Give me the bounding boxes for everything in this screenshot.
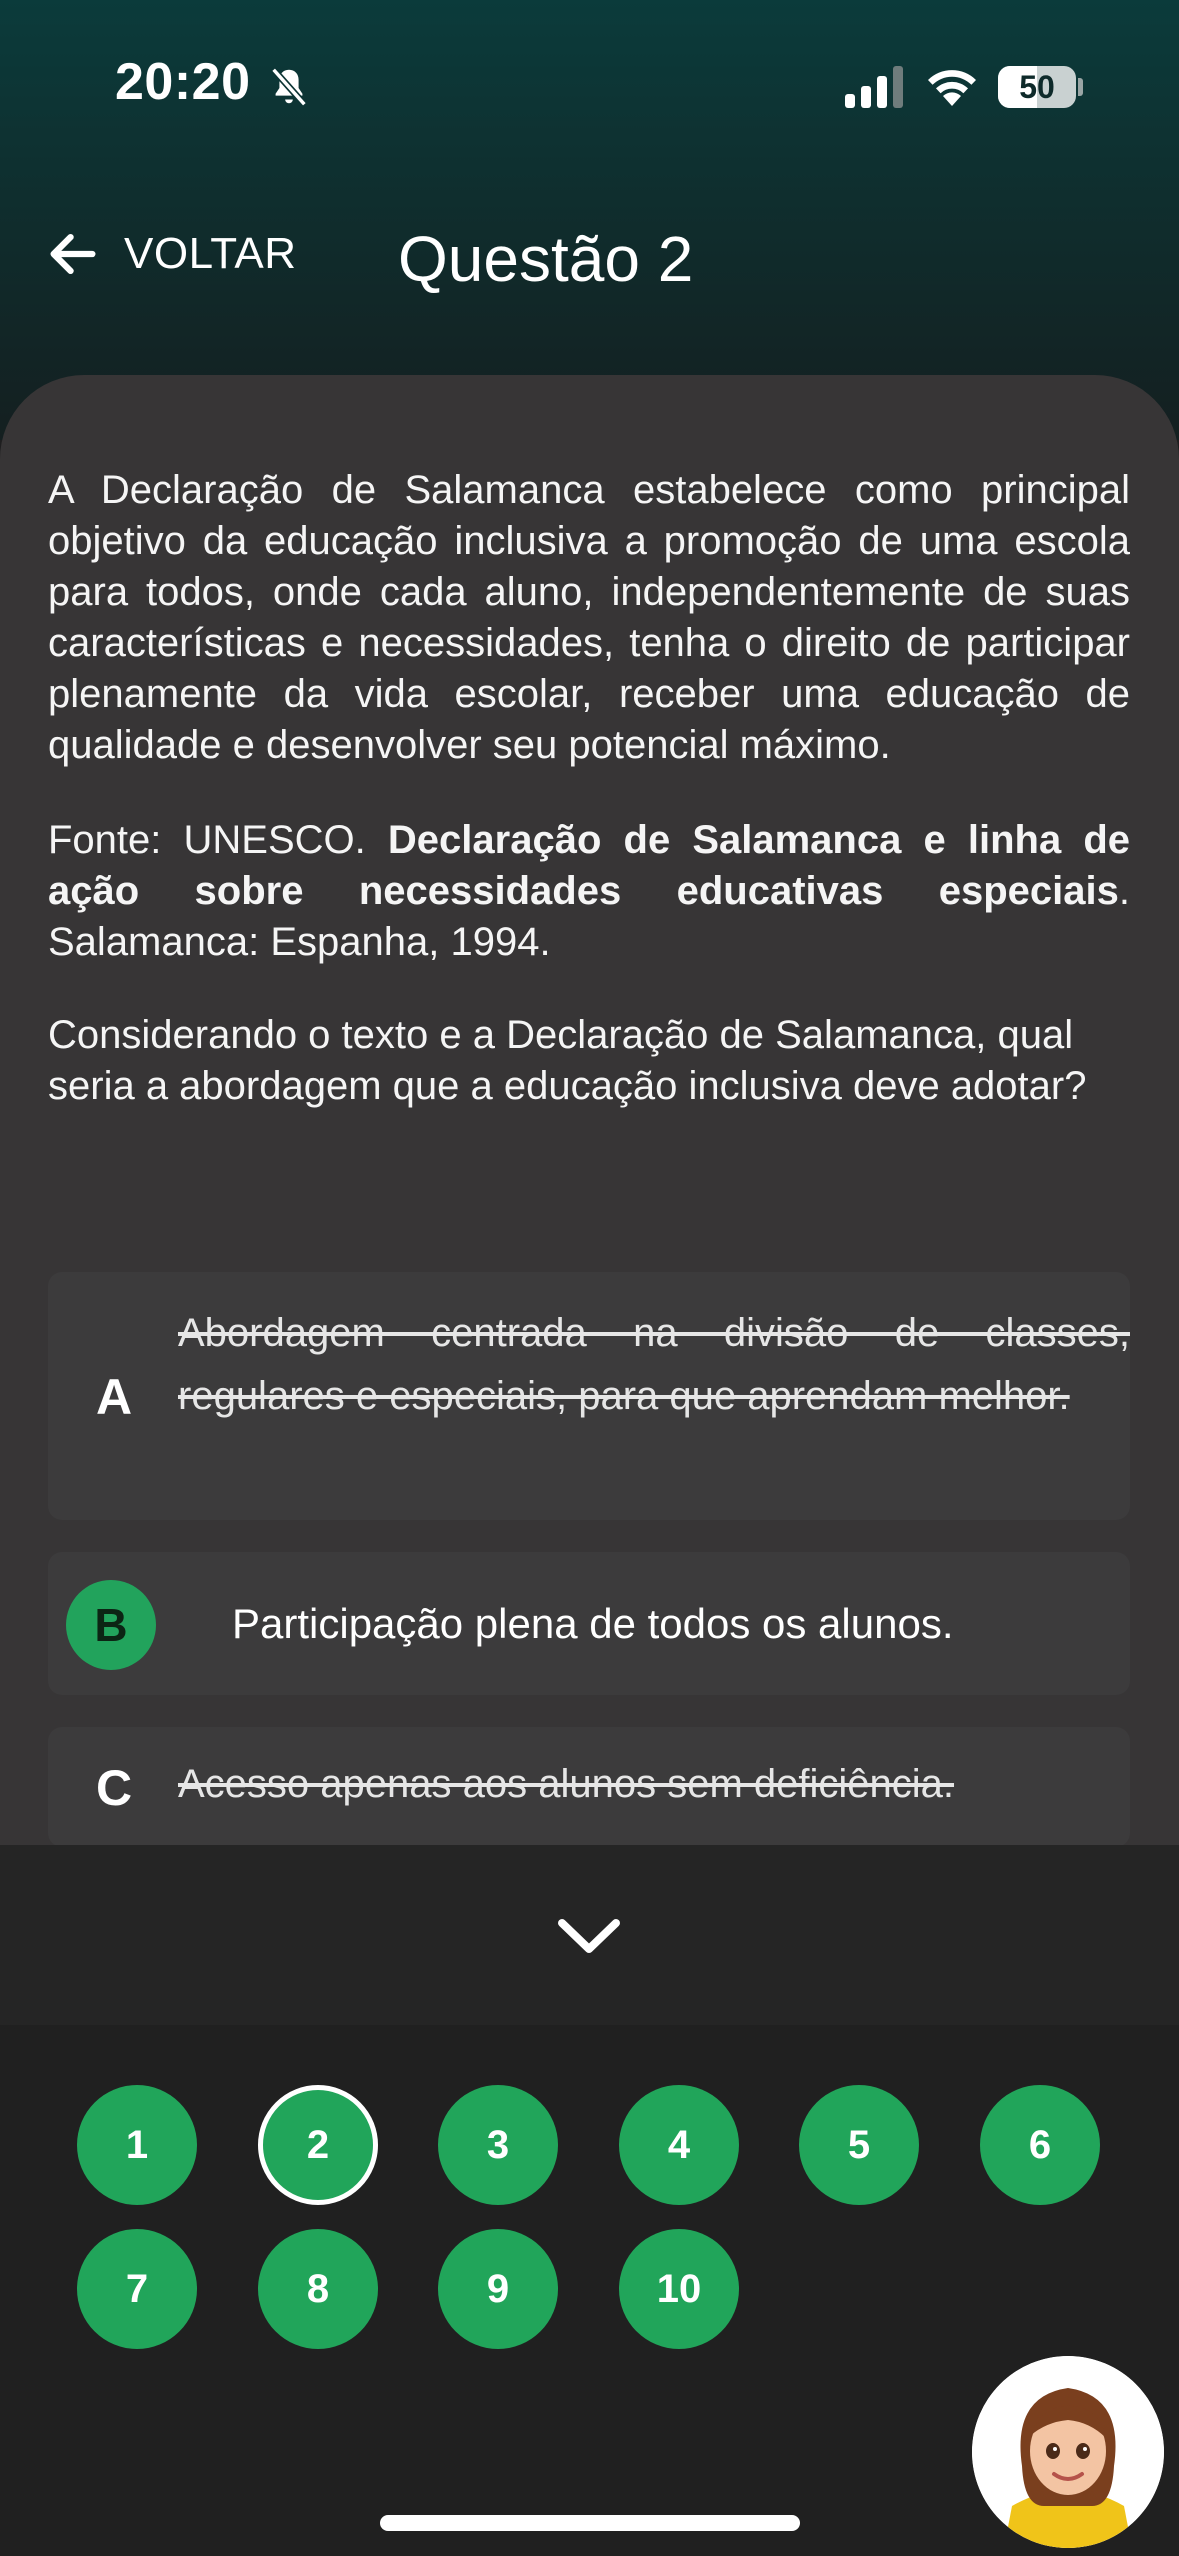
battery-percent: 50 <box>1019 69 1055 105</box>
option-text: Acesso apenas aos alunos sem deficiência. <box>178 1762 955 1806</box>
option-letter: A <box>96 1369 133 1425</box>
question-number-button[interactable]: 6 <box>980 2085 1100 2205</box>
option-text: Abordagem centrada na divisão de classes, regulares e especiais, para que aprendam melhor. <box>178 1311 1130 1418</box>
bell-muted-icon <box>266 64 312 110</box>
question-number-button[interactable]: 3 <box>438 2085 558 2205</box>
question-number-button[interactable]: 9 <box>438 2229 558 2349</box>
question-number-button[interactable]: 4 <box>619 2085 739 2205</box>
arrow-left-icon <box>44 225 102 283</box>
source-prefix: Fonte: UNESCO. <box>48 818 388 862</box>
wifi-icon <box>925 62 979 106</box>
question-number-button[interactable]: 1 <box>77 2085 197 2205</box>
back-label: VOLTAR <box>124 229 297 278</box>
home-indicator <box>380 2515 800 2531</box>
question-number-button[interactable]: 8 <box>258 2229 378 2349</box>
chevron-down-icon[interactable] <box>552 1905 626 1965</box>
assistant-avatar[interactable] <box>972 2356 1164 2548</box>
page-title: Questão 2 <box>398 223 694 295</box>
back-button[interactable] <box>44 225 297 283</box>
option-a[interactable] <box>48 1272 1130 1520</box>
assistant-avatar-icon <box>972 2356 1164 2548</box>
source-title: Declaração de Salamanca e linha de ação sobre necessidades educativas especiais <box>48 818 1130 913</box>
option-letter-selected: B <box>66 1580 156 1670</box>
question-number-button[interactable]: 5 <box>799 2085 919 2205</box>
status-time: 20:20 <box>115 53 251 111</box>
source-suffix: . Salamanca: Espanha, 1994. <box>48 869 1130 964</box>
cellular-signal-icon <box>845 66 905 108</box>
option-text: Participação plena de todos os alunos. <box>232 1600 954 1647</box>
question-number-button[interactable]: 7 <box>77 2229 197 2349</box>
option-c[interactable] <box>48 1727 1130 1847</box>
question-number-button-current[interactable]: 2 <box>258 2085 378 2205</box>
question-number-button[interactable]: 10 <box>619 2229 739 2349</box>
question-source <box>48 815 1130 968</box>
question-paragraph: A Declaração de Salamanca estabelece como principal objetivo da educação inclusiva a promoção de uma escola para todos, onde cada aluno, independentemente de suas características e necessidades, tenha o direito de participar plenamente da vida escolar, receber uma educação de qualidade e desenvolver seu potencial máximo. <box>48 468 1130 767</box>
option-b[interactable] <box>48 1552 1130 1695</box>
battery-nub <box>1078 78 1083 96</box>
option-letter: C <box>96 1760 133 1816</box>
battery-indicator <box>998 66 1076 108</box>
question-prompt: Considerando o texto e a Declaração de Salamanca, qual seria a abordagem que a educação inclusiva deve adotar? <box>48 1013 1087 1108</box>
